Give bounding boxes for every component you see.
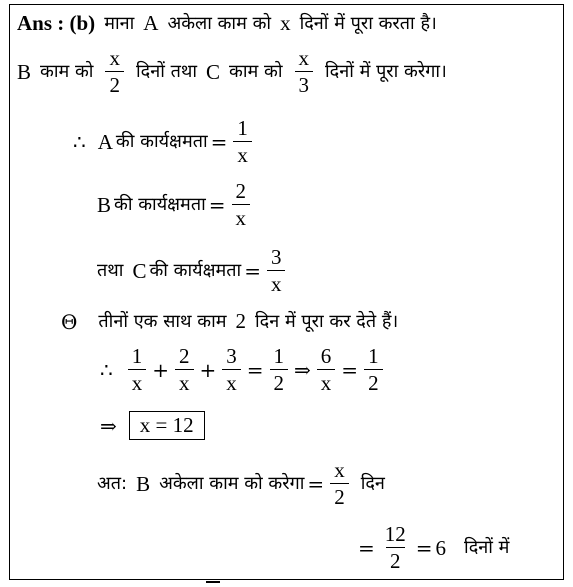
fraction [295, 47, 314, 97]
fraction [105, 47, 124, 97]
denominator: x [232, 204, 251, 230]
text: काम को [40, 61, 94, 83]
final-line [355, 523, 509, 573]
text: की कार्यक्षमता [115, 131, 208, 153]
efficiency-b-line [97, 180, 253, 230]
var-b: B [136, 471, 151, 496]
numerator: 3 [270, 245, 282, 269]
var-c: C [132, 258, 147, 283]
denominator: x [128, 369, 147, 395]
fraction [330, 459, 349, 509]
efficiency-c-line [97, 246, 288, 296]
var-x: x [280, 11, 291, 35]
denominator: 3 [295, 71, 314, 97]
therefore-symbol: ∴ [100, 358, 113, 383]
equals-sign: = [208, 193, 226, 218]
text: तथा [97, 260, 124, 282]
answer-line [17, 13, 437, 34]
equals-sign: = [415, 536, 433, 561]
numerator: 2 [179, 344, 190, 368]
text: माना [104, 12, 135, 34]
text: दिन में पूरा कर देते हैं। [255, 310, 399, 332]
result-line [97, 411, 205, 440]
fraction [222, 345, 241, 395]
equals-sign: = [244, 259, 261, 284]
number: 6 [435, 535, 447, 560]
numerator: 6 [320, 344, 332, 368]
var-a: A [143, 11, 159, 35]
text: अत: [97, 473, 128, 495]
fraction [317, 345, 336, 395]
text: दिनों तथा [135, 61, 198, 83]
fraction [128, 345, 147, 395]
var-b: B [97, 192, 112, 217]
text: अकेला काम को [167, 12, 272, 34]
statement-line-2 [17, 47, 447, 97]
since-symbol: Θ [61, 309, 78, 334]
text: दिनों में [464, 537, 510, 559]
text: की कार्यक्षमता [149, 260, 242, 282]
equals-sign: = [210, 130, 228, 155]
implies-arrow: ⇒ [294, 358, 311, 383]
equals-sign: = [307, 472, 325, 497]
number: 2 [235, 309, 247, 333]
answer-label: Ans : (b) [17, 11, 96, 35]
implies-arrow: ⇒ [100, 413, 117, 438]
cropped-mark [206, 581, 220, 583]
numerator: 2 [235, 179, 247, 203]
denominator: x [175, 369, 194, 395]
denominator: 2 [270, 369, 289, 395]
fraction [270, 345, 289, 395]
plus-sign: + [199, 358, 217, 383]
text: काम को [229, 61, 283, 83]
fraction [232, 180, 251, 230]
boxed-result: x = 12 [129, 411, 205, 440]
denominator: 2 [364, 369, 383, 395]
text: दिनों में पूरा करता है। [299, 12, 437, 34]
conclusion-line [97, 459, 385, 509]
numerator: x [298, 46, 309, 70]
numerator: 1 [368, 344, 379, 368]
text: दिन [360, 473, 385, 495]
efficiency-a-line [70, 117, 255, 167]
denominator: 2 [105, 71, 124, 97]
var-b: B [17, 59, 32, 84]
equals-sign: = [341, 358, 359, 383]
equation-line [97, 345, 386, 395]
equals-sign: = [246, 358, 264, 383]
text: अकेला काम को करेगा [159, 473, 305, 495]
denominator: x [222, 369, 241, 395]
denominator: x [233, 141, 252, 167]
therefore-symbol: ∴ [73, 130, 86, 155]
numerator: 1 [273, 344, 285, 368]
numerator: 3 [226, 344, 237, 368]
text: तीनों एक साथ काम [98, 310, 227, 332]
fraction [175, 345, 194, 395]
var-a: A [97, 129, 113, 154]
equals-sign: = [358, 536, 375, 561]
denominator: 2 [386, 547, 405, 573]
fraction [381, 523, 410, 573]
denominator: x [317, 369, 336, 395]
denominator: 2 [330, 483, 349, 509]
fraction [267, 246, 286, 296]
numerator: x [334, 458, 345, 482]
text: दिनों में पूरा करेगा। [325, 61, 447, 83]
numerator: 1 [237, 116, 248, 140]
var-c: C [206, 59, 221, 84]
fraction [364, 345, 383, 395]
plus-sign: + [152, 358, 169, 383]
fraction [233, 117, 252, 167]
numerator: 1 [131, 344, 143, 368]
since-line [58, 311, 398, 332]
text: की कार्यक्षमता [114, 194, 206, 216]
denominator: x [267, 270, 286, 296]
numerator: x [109, 46, 120, 70]
numerator: 12 [384, 522, 406, 546]
